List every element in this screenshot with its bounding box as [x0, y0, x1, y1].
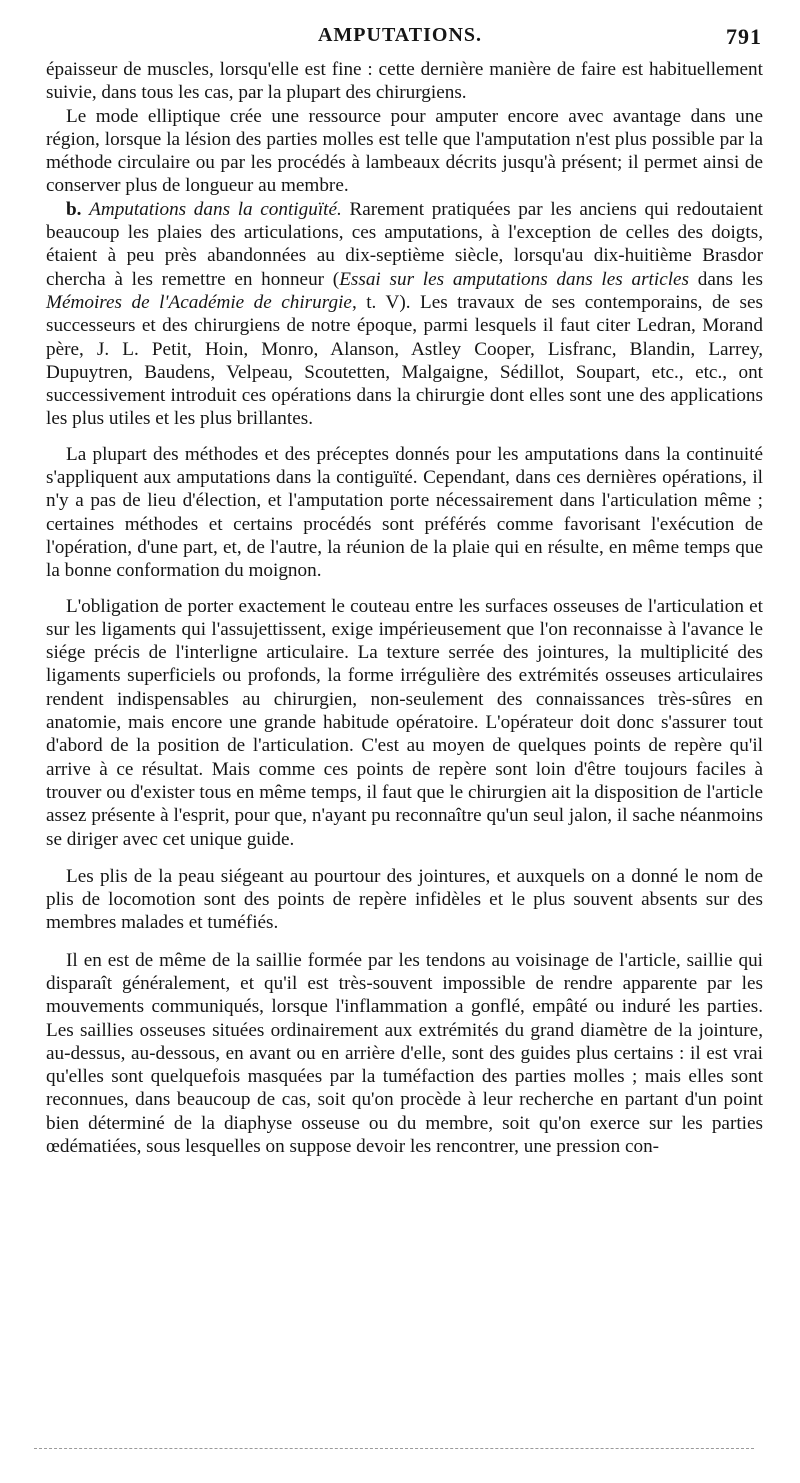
paragraph-3-text-1: Rarement pratiquées par les anciens qui redoutaient beaucoup les plaies des articulations, ces amputations, à l'exception de celles des doigts, étaient à peu près abandonnées au dix-septième siècle, lorsqu'au dix-huitième Brasdor chercha à les remettre en honneur ( — [46, 198, 763, 290]
paragraph-4: La plupart des méthodes et des préceptes donnés pour les amputations dans la continuité s'appliquent aux amputations dans la contiguïté. Cependant, dans ces dernières opérations, il n'y a pas de lieu d'élection, et l'amputation porte nécessairement dans l'articulation même ; certaines méthodes et certains procédés sont préférés comme favorisant l'exécution de l'opération, d'une part, et, de l'autre, la réunion de la plaie qui en résulte, en même temps que la bonne conformation du moignon. — [46, 443, 763, 582]
citation-journal-title: Mémoires de l'Académie de chirurgie — [46, 291, 352, 313]
page-number: 791 — [726, 24, 762, 49]
paragraph-2: Le mode elliptique crée une ressource pour amputer encore avec avantage dans une région, lorsque la lésion des parties molles est telle que l'amputation n'est plus possible par la méthode circulaire ou par les procédés à lambeaux décrits jusqu'à présent; il permet ainsi de conserver plus de longueur au membre. — [46, 105, 763, 197]
paragraph-3 — [46, 198, 763, 431]
paragraph-6: Les plis de la peau siégeant au pourtour des jointures, et auxquels on a donné le nom de plis de locomotion sont des points de repère infidèles et le plus souvent absents sur des membres malades et tuméfiés. — [46, 865, 763, 934]
citation-essay-title: Essai sur les amputations dans les articles — [339, 268, 690, 290]
paragraph-7: Il en est de même de la saillie formée par les tendons au voisinage de l'article, saillie qui disparaît généralement, et qu'il est très-souvent impossible de rendre apparente par les mouvements communiqués, lorsque l'inflammation a gonflé, empâté ou induré les parties. Les saillies osseuses situées ordinairement aux extrémités du grand diamètre de la jointure, au-dessus, au-dessous, en avant ou en arrière d'elle, sont des guides plus certains : il est vrai qu'elles sont quelquefois masquées par la tuméfaction des parties molles ; mais elles sont reconnues, dans beaucoup de cas, soit qu'on procède à leur recherche en partant d'un point bien déterminé de la diaphyse osseuse ou du membre, soit qu'on exerce sur les parties œdématiées, sous lesquelles on suppose devoir les rencontrer, une pression con- — [46, 949, 763, 1158]
paragraph-3-text-3: , t. V). Les travaux de ses contemporains, de ses successeurs et des chirurgiens de notre époque, parmi lesquels il faut citer Ledran, Morand père, J. L. Petit, Hoin, Monro, Alanson, Astley Cooper, Lisfranc, Blandin, Larrey, Dupuytren, Baudens, Velpeau, Scoutetten, Malgaigne, Sédillot, Soupart, etc., etc., ont successivement introduit ces opérations dans la chirurgie dont elles sont une des applications les plus utiles et les plus brillantes. — [46, 291, 763, 430]
paragraph-1: épaisseur de muscles, lorsqu'elle est fine : cette dernière manière de faire est habituellement suivie, dans tous les cas, par la plupart des chirurgiens. — [46, 59, 763, 104]
body-text — [46, 58, 763, 1158]
footer-rule — [34, 1448, 754, 1449]
page-header — [46, 24, 762, 54]
section-heading: Amputations dans la contiguïté. — [89, 198, 342, 220]
running-head: AMPUTATIONS. — [317, 24, 483, 46]
paragraph-3-text-2: dans les — [689, 268, 763, 290]
paragraph-5: L'obligation de porter exactement le couteau entre les surfaces osseuses de l'articulation et sur les ligaments qui l'assujettissent, exige impérieusement que l'on reconnaisse à l'avance le siége précis de l'interligne articulaire. La texture serrée des jointures, la multiplicité des ligaments superficiels ou profonds, la forme irrégulière des extrémités osseuses articulaires rendent indispensables au chirurgien, non-seulement des connaissances très-sûres en anatomie, mais encore une grande habitude opératoire. L'opérateur doit donc s'assurer tout d'abord de la position de l'articulation. C'est au moyen de quelques points de repère qu'il arrive à ce résultat. Mais comme ces points de repère sont loin d'être toujours faciles à trouver ou d'exister tous en même temps, il faut que le chirurgien ait la disposition de l'article assez présente à l'esprit, pour que, n'ayant pu reconnaître qu'un seul jalon, il sache néanmoins se diriger avec cet unique guide. — [46, 595, 763, 850]
section-label: b. — [66, 198, 82, 220]
